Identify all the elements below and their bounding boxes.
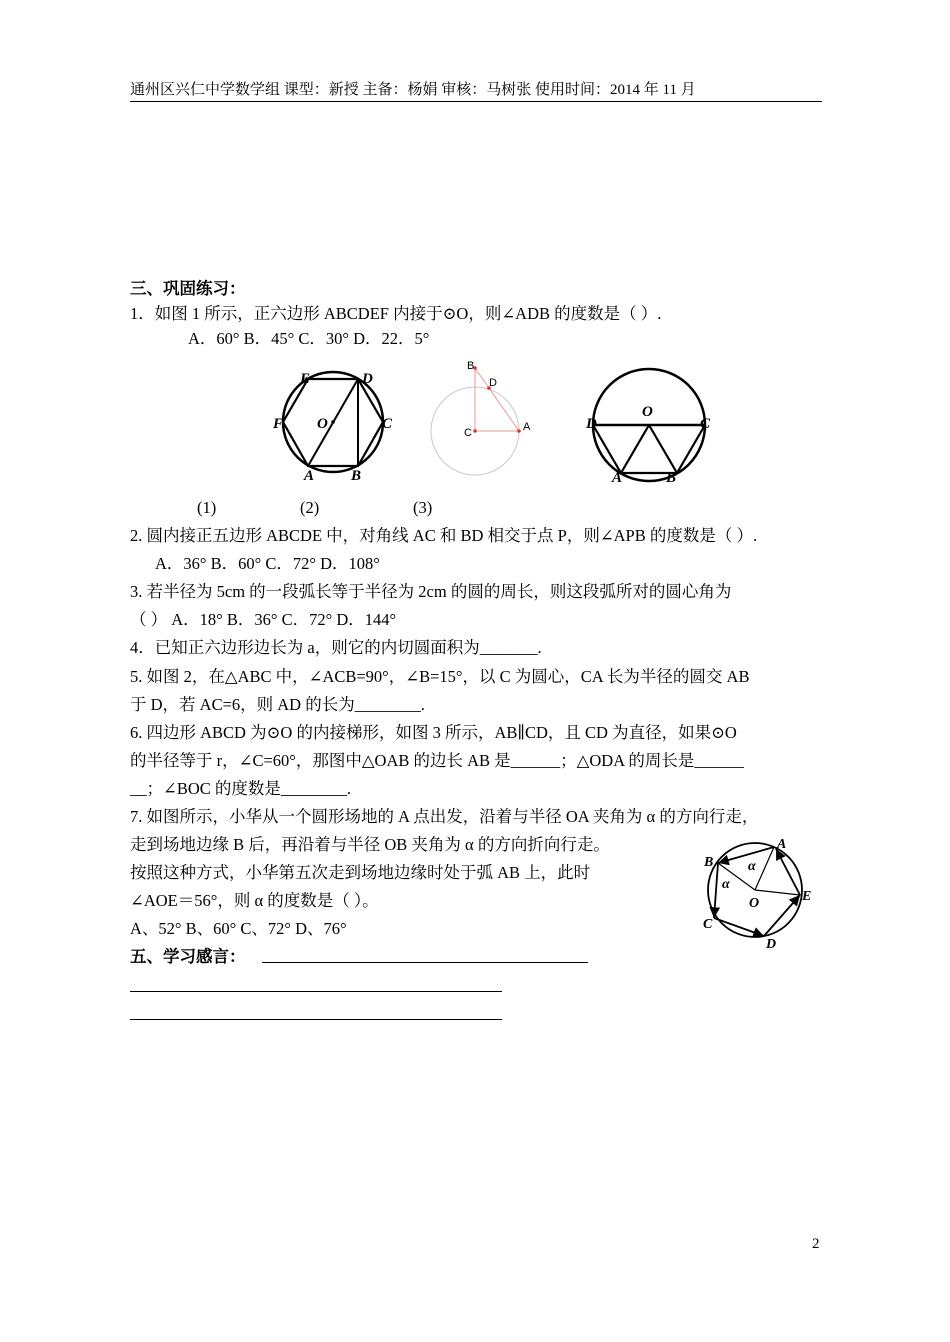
fig4-label-O: O [749,896,760,911]
fig1-label-C: C [382,416,393,432]
fig3-label-O: O [642,404,653,420]
question-7-line-4: ∠AOE＝56°，则 α 的度数是（ ）。 [130,891,379,910]
question-6: 6. 四边形 ABCD 为⊙O 的内接梯形，如图 3 所示，AB∥CD，且 CD 为直径，如果⊙O [130,723,737,742]
fig4-label-D: D [766,937,777,952]
fig2-label-A: A [523,421,531,433]
question-5-line-2: 于 D，若 AC=6，则 AD 的长为________. [130,695,425,714]
fig2-label-C: C [464,427,472,439]
question-1-options: A．60° B．45° C．30° D．22．5° [188,329,430,348]
figure-2-circle-triangle [425,358,545,483]
question-2: 2. 圆内接正五边形 ABCDE 中，对角线 AC 和 BD 相交于点 P，则∠APB 的度数是（ ）. [130,526,758,545]
question-1: 1．如图 1 所示，正六边形 ABCDEF 内接于⊙O，则∠ADB 的度数是（ ）. [130,304,662,323]
reflection-line-2 [130,991,502,992]
fig4-label-E: E [802,889,812,904]
fig1-label-D: D [362,371,373,387]
fig3-label-B: B [666,470,677,486]
fig1-label-O: O [317,416,328,432]
question-6-line-2: 的半径等于 r，∠C=60°，那图中△OAB 的边长 AB 是______；△ODA 的周长是______ [130,751,744,770]
fig4-label-C: C [703,917,713,932]
fig3-label-A: A [612,470,623,486]
question-7-line-3: 按照这种方式，小华第五次走到场地边缘时处于弧 AB 上，此时 [130,863,591,882]
figure-1-hexagon [270,362,410,487]
fig2-label-B: B [467,360,475,372]
fig3-label-D: D [586,416,597,432]
figure-2-caption: (2) [300,498,320,517]
figure-1-caption: (1) [197,498,217,517]
question-5: 5. 如图 2，在△ABC 中，∠ACB=90°，∠B=15°，以 C 为圆心，CA 长为半径的圆交 AB [130,667,750,686]
question-6-line-3: __；∠BOC 的度数是________. [130,779,352,798]
figure-3-caption: (3) [413,498,433,517]
reflection-line-1 [262,962,588,963]
fig1-label-A: A [304,468,315,484]
fig4-label-alpha-1: α [722,877,730,892]
reflection-line-3 [130,1019,502,1020]
question-2-options: A．36° B．60° C．72° D．108° [155,554,380,573]
fig4-label-alpha-2: α [748,859,756,874]
fig1-label-F: F [273,416,284,432]
section-5-title: 五、学习感言： [130,947,246,966]
figure-4-walking-path [700,832,820,952]
question-3-options: （ ） A．18° B．36° C．72° D．144° [130,610,397,629]
question-7: 7. 如图所示，小华从一个圆形场地的 A 点出发，沿着与半径 OA 夹角为 α 的方向行走， [130,807,759,826]
page-number: 2 [812,1236,820,1252]
question-7-options: A、52° B、60° C、72° D、76° [130,919,347,938]
figure-3-trapezoid [582,370,722,485]
page-header: 通州区兴仁中学数学组 课型：新授 主备：杨娟 审核：马树张 使用时间：2014 年 11 月 [130,78,822,102]
fig4-label-B: B [704,855,714,870]
question-4: 4．已知正六边形边长为 a，则它的内切圆面积为_______. [130,638,542,657]
fig1-label-B: B [351,468,362,484]
question-7-line-2: 走到场地边缘 B 后，再沿着与半径 OB 夹角为 α 的方向折向行走。 [130,835,610,854]
fig1-label-E: E [300,371,311,387]
fig4-label-A: A [777,837,787,852]
question-3: 3. 若半径为 5cm 的一段弧长等于半径为 2cm 的圆的周长，则这段弧所对的圆心角为 [130,582,732,601]
fig2-label-D: D [489,377,497,389]
section-3-title: 三、巩固练习： [130,279,246,298]
fig3-label-C: C [700,416,711,432]
